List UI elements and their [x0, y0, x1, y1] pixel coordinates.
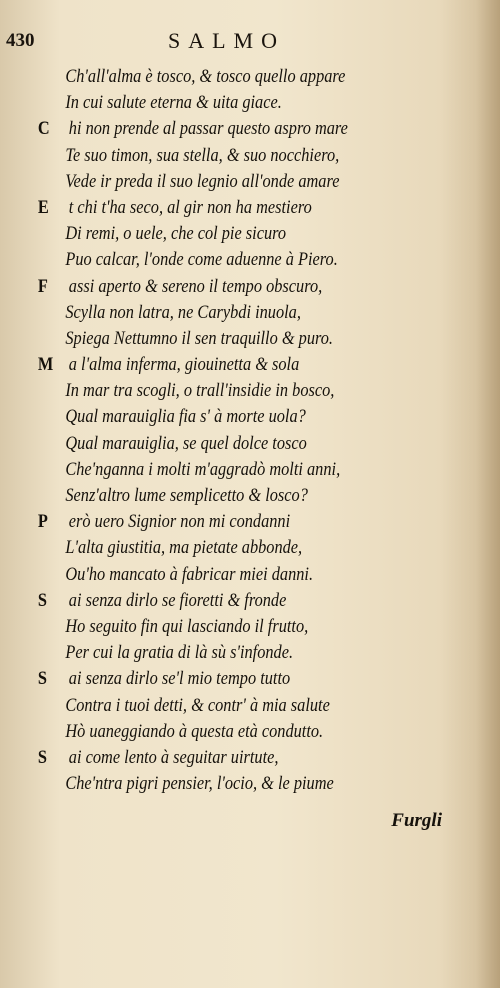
verse-line: [0, 719, 430, 745]
verse-text: Hò uaneggiando à questa età condutto.: [65, 720, 324, 742]
verse-text: t chi t'ha seco, al gir non ha mestiero: [68, 196, 312, 218]
verse-text: In mar tra scogli, o trall'insidie in bosco,: [65, 380, 335, 402]
verse-text: Spiega Nettumno il sen traquillo & puro.: [65, 327, 334, 349]
stanza-initial: S: [37, 589, 47, 611]
verse-text: Ho seguito fin qui lasciando il frutto,: [65, 615, 309, 637]
verse-text: a l'alma inferma, giouinetta & sola: [68, 354, 300, 376]
verse-text: Contra i tuoi detti, & contr' à mia salute: [65, 694, 330, 716]
verse-text: Di remi, o uele, che col pie sicuro: [65, 223, 287, 245]
verse-text: Vede ir preda il suo legnio all'onde amare: [65, 170, 340, 192]
verse-line: [0, 457, 430, 483]
verse-text: In cui salute eterna & uita giace.: [65, 92, 282, 114]
verse-line: [0, 116, 430, 142]
verse-line: [0, 404, 430, 430]
verse-text: Qual marauiglia, se quel dolce tosco: [65, 432, 307, 454]
verse-text: Che'nganna i molti m'aggradò molti anni,: [65, 458, 341, 480]
verse-text: Ou'ho mancato à fabricar miei danni.: [65, 563, 314, 585]
verse-text: Qual marauiglia fia s' à morte uola?: [65, 406, 306, 428]
verse-text: Senz'altro lume semplicetto & losco?: [65, 485, 308, 506]
verse-text: Te suo timon, sua stella, & suo nocchiero,: [65, 144, 340, 166]
stanza-initial: M: [37, 354, 54, 376]
verse-line: [0, 326, 430, 352]
stanza-initial: P: [37, 511, 48, 533]
running-head: SALMO: [168, 28, 286, 53]
verse-line: [0, 221, 430, 247]
verse-text: Per cui la gratia di là sù s'infonde.: [65, 642, 294, 664]
page-edge-shadow: [476, 0, 500, 988]
verse-line: [0, 509, 430, 535]
stanza-initial: S: [37, 746, 47, 768]
verse-line: [0, 352, 430, 378]
stanza-initial: S: [37, 668, 47, 690]
verse-line: [0, 378, 430, 404]
verse-text: Puo calcar, l'onde come aduenne à Piero.: [65, 249, 338, 271]
verse-line: [0, 666, 430, 692]
verse-line: [0, 614, 430, 640]
verse-line: [0, 535, 430, 561]
verse-block: [0, 64, 500, 797]
verse-line: [0, 771, 430, 797]
verse-text: assi aperto & sereno il tempo obscuro,: [68, 275, 323, 297]
verse-line: [0, 64, 430, 90]
verse-line: [0, 195, 430, 221]
verse-line: [0, 247, 430, 273]
verse-text: ai senza dirlo se'l mio tempo tutto: [68, 668, 291, 690]
verse-text: L'alta giustitia, ma pietate abbonde,: [65, 537, 303, 559]
verse-line: [0, 431, 430, 457]
page-number: 430: [6, 30, 35, 51]
verse-line: [0, 640, 430, 666]
verse-text: ai senza dirlo se fioretti & fronde: [68, 589, 287, 611]
verse-line: [0, 483, 430, 509]
verse-text: Ch'all'alma è tosco, & tosco quello appare: [65, 66, 346, 87]
verse-line: [0, 562, 430, 588]
stanza-initial: C: [37, 118, 50, 140]
verse-line: [0, 90, 430, 116]
verse-line: [0, 300, 430, 326]
verse-line: [0, 693, 430, 719]
verse-text: Che'ntra pigri pensier, l'ocio, & le piume: [65, 773, 334, 795]
stanza-initial: E: [37, 196, 49, 218]
verse-line: [0, 143, 430, 169]
catchword: Furgli: [391, 810, 442, 831]
verse-text: Scylla non latra, ne Carybdi inuola,: [65, 301, 301, 323]
verse-text: hi non prende al passar questo aspro mare: [68, 118, 348, 140]
verse-line: [0, 169, 430, 195]
verse-text: erò uero Signior non mi condanni: [68, 511, 291, 533]
verse-line: [0, 745, 430, 771]
stanza-initial: F: [37, 275, 48, 297]
verse-line: [0, 588, 430, 614]
verse-line: [0, 274, 430, 300]
verse-text: ai come lento à seguitar uirtute,: [68, 746, 279, 768]
